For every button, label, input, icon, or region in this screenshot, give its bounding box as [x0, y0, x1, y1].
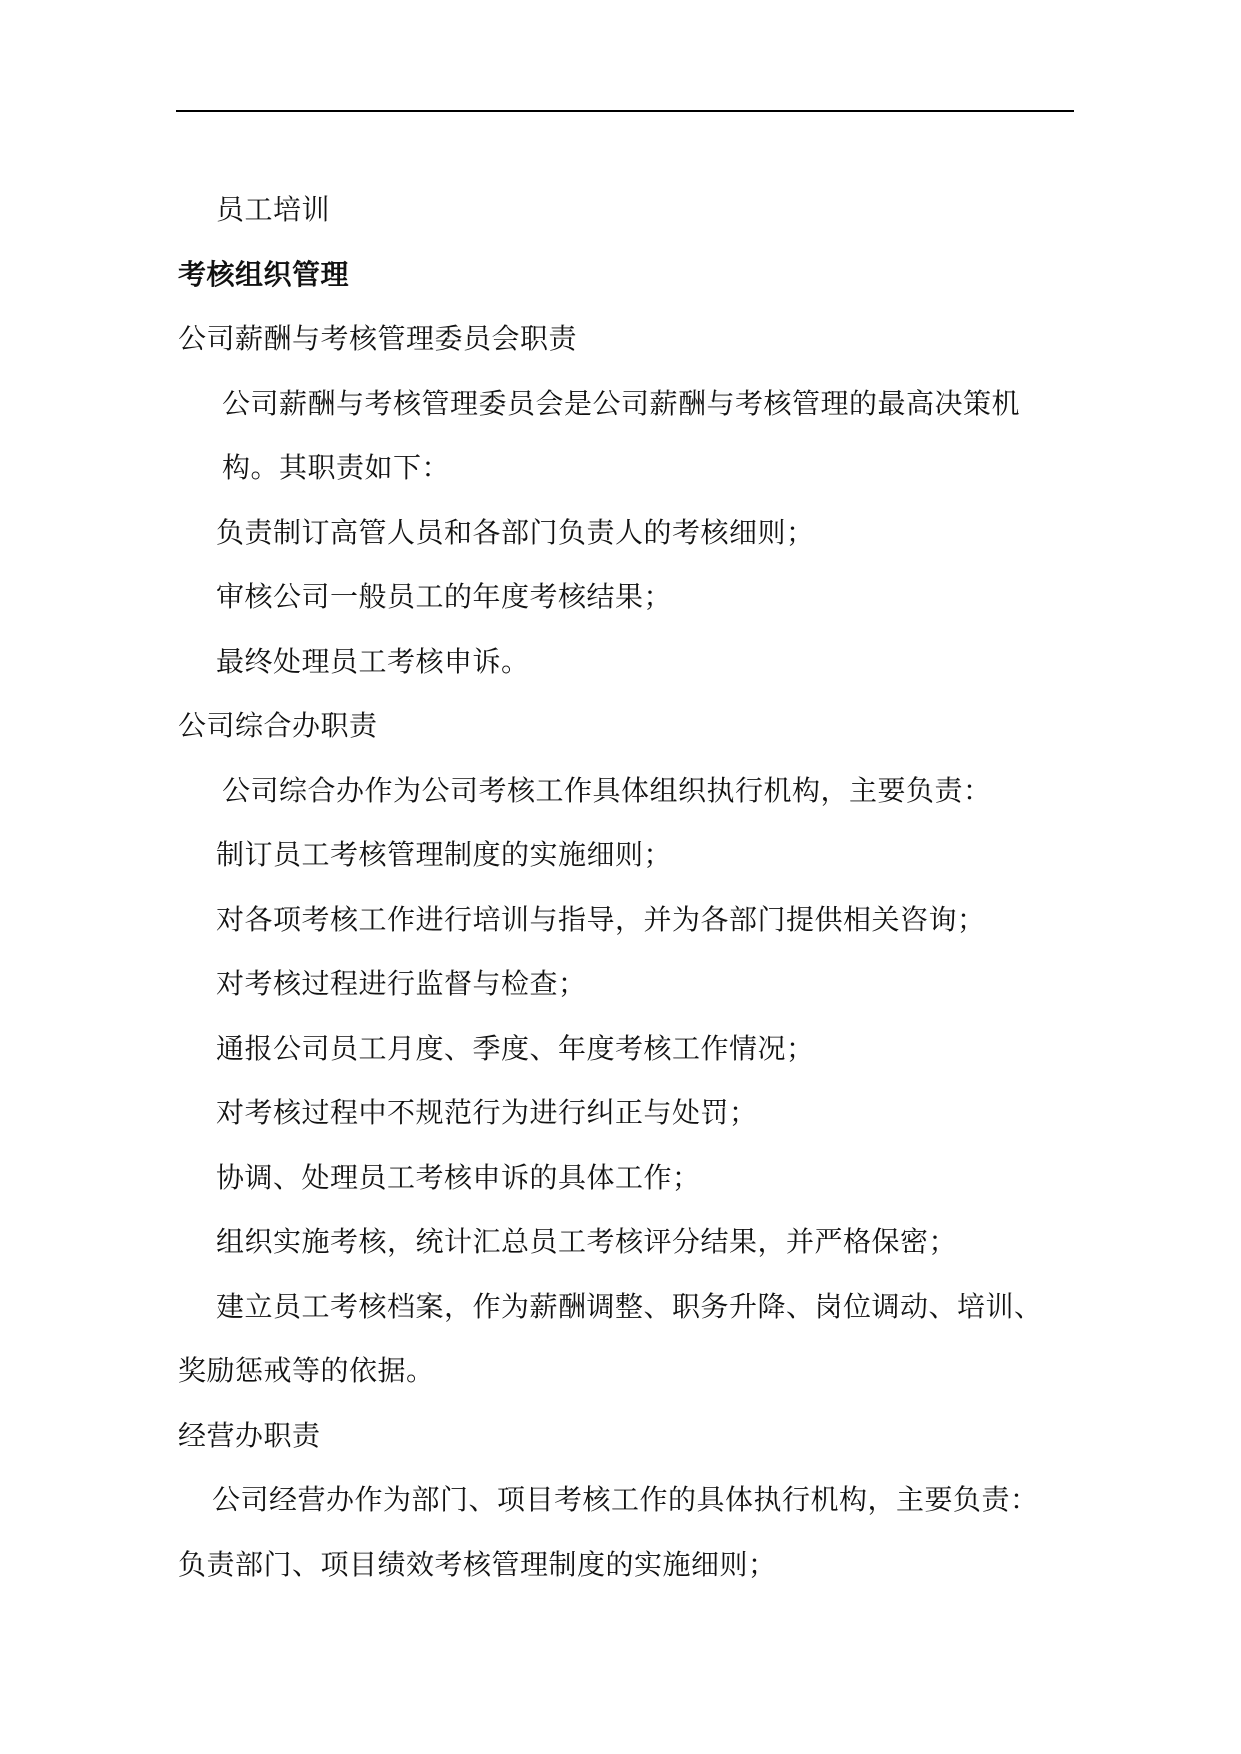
- paragraph-committee-intro-line1: 公司薪酬与考核管理委员会是公司薪酬与考核管理的最高决策机: [222, 387, 1021, 420]
- list-item-operations-duty-1: 负责部门、项目绩效考核管理制度的实施细则；: [178, 1548, 777, 1581]
- subheading-operations-office-duties: 经营办职责: [178, 1419, 321, 1452]
- list-item-office-duty-8-line1: 建立员工考核档案，作为薪酬调整、职务升降、岗位调动、培训、: [216, 1290, 1043, 1323]
- header-rule: [176, 110, 1074, 112]
- list-item-employee-training: 员工培训: [216, 193, 331, 226]
- paragraph-committee-intro-line2: 构。其职责如下：: [222, 451, 451, 484]
- list-item-office-duty-7: 组织实施考核，统计汇总员工考核评分结果，并严格保密；: [216, 1225, 958, 1258]
- list-item-office-duty-3: 对考核过程进行监督与检查；: [216, 967, 587, 1000]
- paragraph-operations-office-intro: 公司经营办作为部门、项目考核工作的具体执行机构，主要负责：: [212, 1483, 1039, 1516]
- subheading-general-office-duties: 公司综合办职责: [178, 709, 378, 742]
- list-item-office-duty-1: 制订员工考核管理制度的实施细则；: [216, 838, 673, 871]
- list-item-office-duty-6: 协调、处理员工考核申诉的具体工作；: [216, 1161, 701, 1194]
- list-item-office-duty-8-line2: 奖励惩戒等的依据。: [178, 1354, 435, 1387]
- list-item-office-duty-2: 对各项考核工作进行培训与指导，并为各部门提供相关咨询；: [216, 903, 986, 936]
- list-item-office-duty-5: 对考核过程中不规范行为进行纠正与处罚；: [216, 1096, 758, 1129]
- list-item-committee-duty-1: 负责制订高管人员和各部门负责人的考核细则；: [216, 516, 815, 549]
- list-item-committee-duty-2: 审核公司一般员工的年度考核结果；: [216, 580, 673, 613]
- section-heading-assessment-organization: 考核组织管理: [178, 258, 350, 291]
- paragraph-general-office-intro: 公司综合办作为公司考核工作具体组织执行机构，主要负责：: [222, 774, 992, 807]
- list-item-committee-duty-3: 最终处理员工考核申诉。: [216, 645, 530, 678]
- list-item-office-duty-4: 通报公司员工月度、季度、年度考核工作情况；: [216, 1032, 815, 1065]
- subheading-committee-duties: 公司薪酬与考核管理委员会职责: [178, 322, 578, 355]
